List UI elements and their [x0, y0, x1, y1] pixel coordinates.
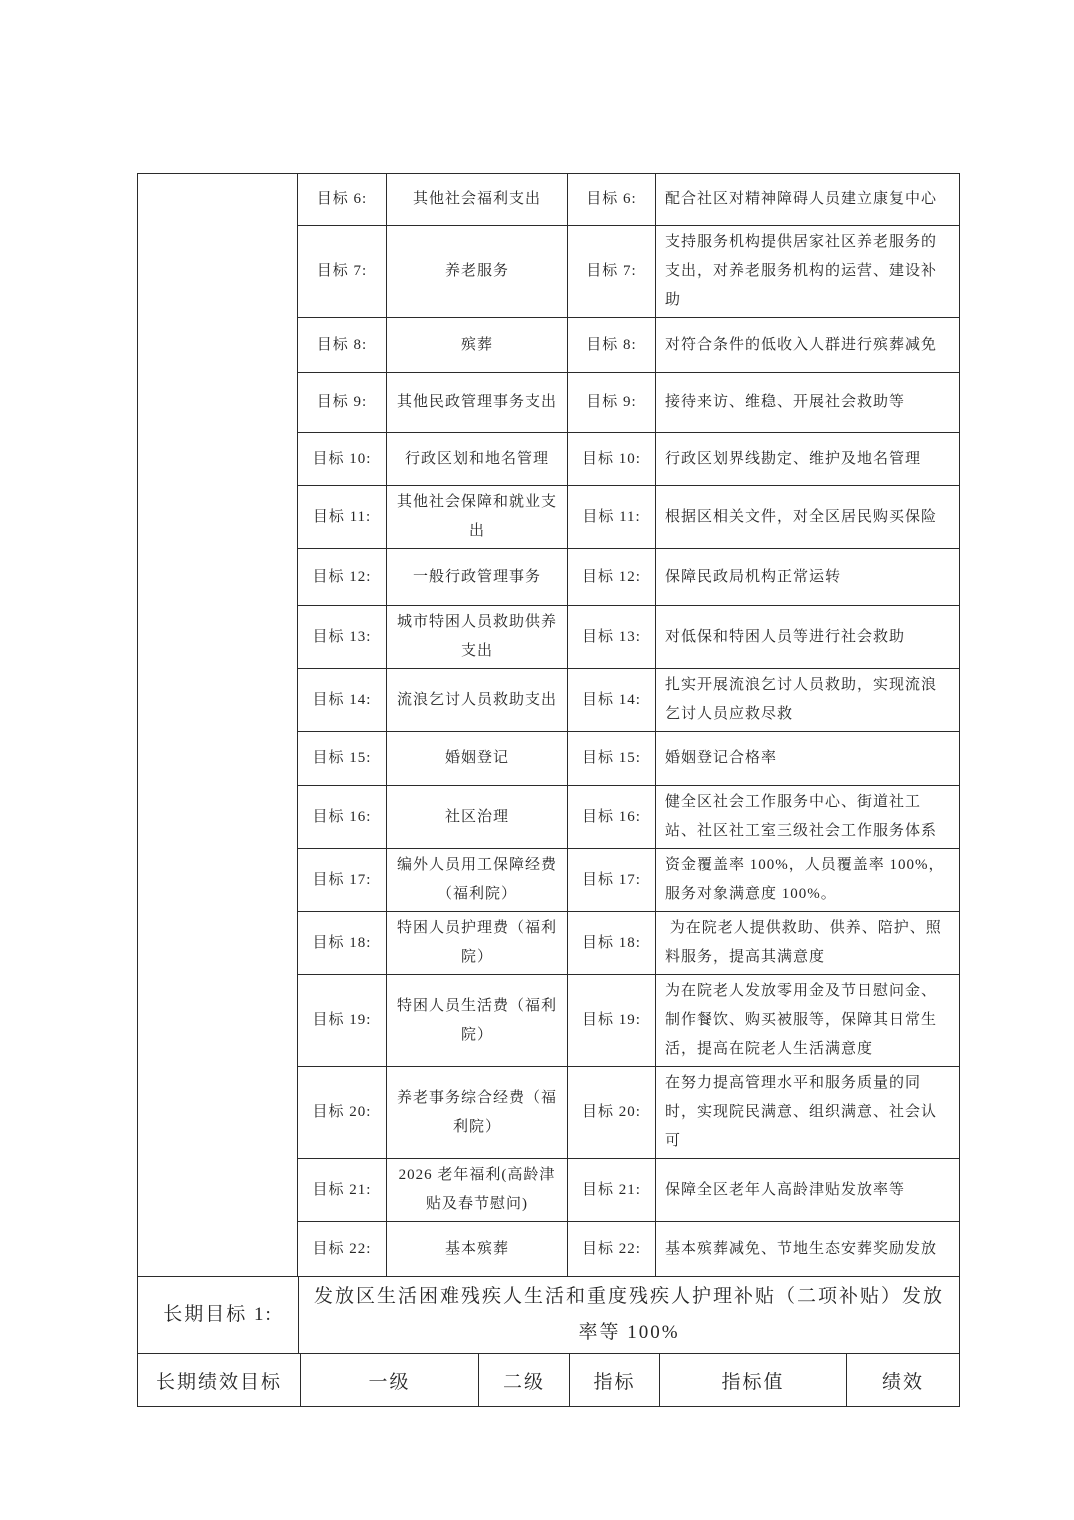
goal-number-label-right: 目标 7:	[568, 226, 656, 318]
long-term-goal-row	[138, 1277, 960, 1354]
long-term-goal-text: 发放区生活困难残疾人生活和重度残疾人护理补贴（二项补贴）发放率等 100%	[299, 1277, 960, 1354]
goal-name: 养老服务	[387, 226, 568, 318]
goal-description: 资金覆盖率 100%，人员覆盖率 100%，服务对象满意度 100%。	[656, 849, 960, 912]
goal-description: 为在院老人提供救助、供养、陪护、照料服务，提高其满意度	[656, 912, 960, 975]
goal-description: 对符合条件的低收入人群进行殡葬减免	[656, 318, 960, 373]
goal-number-label-right: 目标 14:	[568, 669, 656, 732]
goal-name: 一般行政管理事务	[387, 549, 568, 606]
goal-name: 其他社会保障和就业支出	[387, 486, 568, 549]
goal-number-label-left: 目标 14:	[298, 669, 387, 732]
goal-description: 对低保和特困人员等进行社会救助	[656, 606, 960, 669]
goal-number-label-right: 目标 15:	[568, 732, 656, 786]
long-term-goal-table	[137, 1276, 960, 1354]
goal-number-label-left: 目标 18:	[298, 912, 387, 975]
goal-number-label-right: 目标 22:	[568, 1222, 656, 1277]
goal-number-label-right: 目标 12:	[568, 549, 656, 606]
performance-col-indicator-value: 指标值	[660, 1354, 847, 1407]
goal-number-label-right: 目标 6:	[568, 174, 656, 226]
goal-description: 在努力提高管理水平和服务质量的同时，实现院民满意、组织满意、社会认可	[656, 1067, 960, 1159]
performance-col-level2: 二级	[479, 1354, 570, 1407]
goal-number-label-right: 目标 11:	[568, 486, 656, 549]
goal-description: 健全区社会工作服务中心、街道社工站、社区社工室三级社会工作服务体系	[656, 786, 960, 849]
goal-name: 殡葬	[387, 318, 568, 373]
goal-name: 社区治理	[387, 786, 568, 849]
goal-number-label-left: 目标 15:	[298, 732, 387, 786]
goal-number-label-left: 目标 6:	[298, 174, 387, 226]
performance-col-indicator: 指标	[570, 1354, 660, 1407]
goal-number-label-right: 目标 10:	[568, 433, 656, 486]
goal-number-label-left: 目标 17:	[298, 849, 387, 912]
goal-number-label-left: 目标 16:	[298, 786, 387, 849]
goal-description: 婚姻登记合格率	[656, 732, 960, 786]
goal-number-label-left: 目标 22:	[298, 1222, 387, 1277]
goal-name: 流浪乞讨人员救助支出	[387, 669, 568, 732]
goal-number-label-right: 目标 16:	[568, 786, 656, 849]
goal-number-label-left: 目标 11:	[298, 486, 387, 549]
goal-name: 婚姻登记	[387, 732, 568, 786]
goal-name: 其他民政管理事务支出	[387, 373, 568, 433]
goal-number-label-right: 目标 9:	[568, 373, 656, 433]
goal-number-label-left: 目标 21:	[298, 1159, 387, 1222]
goal-number-label-right: 目标 20:	[568, 1067, 656, 1159]
goal-number-label-right: 目标 21:	[568, 1159, 656, 1222]
goal-name: 基本殡葬	[387, 1222, 568, 1277]
goal-number-label-left: 目标 20:	[298, 1067, 387, 1159]
goal-number-label-left: 目标 13:	[298, 606, 387, 669]
goal-number-label-left: 目标 9:	[298, 373, 387, 433]
table-row	[138, 174, 960, 226]
goal-description: 基本殡葬减免、节地生态安葬奖励发放	[656, 1222, 960, 1277]
goals-table	[137, 173, 960, 1277]
goal-name: 城市特困人员救助供养支出	[387, 606, 568, 669]
goal-number-label-right: 目标 18:	[568, 912, 656, 975]
goal-description: 接待来访、维稳、开展社会救助等	[656, 373, 960, 433]
performance-header-label: 长期绩效目标	[138, 1354, 301, 1407]
goal-description: 根据区相关文件，对全区居民购买保险	[656, 486, 960, 549]
goal-name: 2026 老年福利(高龄津贴及春节慰问)	[387, 1159, 568, 1222]
goal-name: 养老事务综合经费（福利院）	[387, 1067, 568, 1159]
long-term-goal-label: 长期目标 1:	[138, 1277, 299, 1354]
performance-col-result: 绩效	[847, 1354, 960, 1407]
goal-description: 为在院老人发放零用金及节日慰问金、制作餐饮、购买被服等，保障其日常生活，提高在院老人生活满意度	[656, 975, 960, 1067]
goal-number-label-left: 目标 19:	[298, 975, 387, 1067]
goal-name: 其他社会福利支出	[387, 174, 568, 226]
goal-description: 支持服务机构提供居家社区养老服务的支出，对养老服务机构的运营、建设补助	[656, 226, 960, 318]
goal-number-label-right: 目标 13:	[568, 606, 656, 669]
goal-number-label-right: 目标 19:	[568, 975, 656, 1067]
performance-header-table	[137, 1353, 960, 1407]
left-empty-merged-cell	[138, 174, 298, 1277]
goal-description: 行政区划界线勘定、维护及地名管理	[656, 433, 960, 486]
goal-description: 扎实开展流浪乞讨人员救助，实现流浪乞讨人员应救尽救	[656, 669, 960, 732]
goal-number-label-right: 目标 17:	[568, 849, 656, 912]
goal-name: 特困人员护理费（福利院）	[387, 912, 568, 975]
goal-description: 配合社区对精神障碍人员建立康复中心	[656, 174, 960, 226]
goal-name: 编外人员用工保障经费（福利院）	[387, 849, 568, 912]
goals-table-section	[137, 173, 959, 1407]
goal-number-label-left: 目标 12:	[298, 549, 387, 606]
performance-header-row	[138, 1354, 960, 1407]
goal-number-label-left: 目标 10:	[298, 433, 387, 486]
goal-name: 特困人员生活费（福利院）	[387, 975, 568, 1067]
goal-description: 保障民政局机构正常运转	[656, 549, 960, 606]
goal-description: 保障全区老年人高龄津贴发放率等	[656, 1159, 960, 1222]
goal-name: 行政区划和地名管理	[387, 433, 568, 486]
goal-number-label-left: 目标 8:	[298, 318, 387, 373]
goal-number-label-right: 目标 8:	[568, 318, 656, 373]
performance-col-level1: 一级	[301, 1354, 479, 1407]
goal-number-label-left: 目标 7:	[298, 226, 387, 318]
